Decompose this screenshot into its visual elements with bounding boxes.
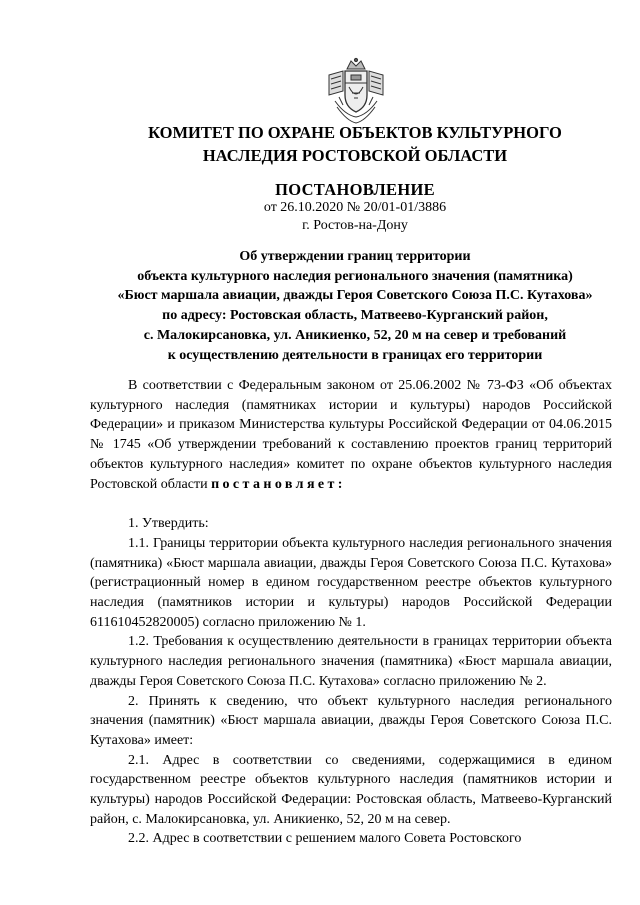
paragraph-1-2: 1.2. Требования к осуществлению деятельности в границах территории объекта культурного наследия регионального значения (памятника) «Бюст маршала авиации, дважды Героя Советского Союза П.С. Кутахова» согласно приложению № 2. xyxy=(90,634,612,689)
paragraph-1-1: 1.1. Границы территории объекта культурного наследия регионального значения (памятника) «Бюст маршала авиации, дважды Героя Советского Союза П.С. Кутахова» (регистрационный номер в едином государственном реестре объектов культурного наследия (памятников истории и культуры) народов Российской Федерации 611610452820005) согласно приложению № 1. xyxy=(90,535,612,630)
committee-name-line-1: КОМИТЕТ ПО ОХРАНЕ ОБЪЕКТОВ КУЛЬТУРНОГО xyxy=(148,123,562,142)
paragraph-1: 1. Утвердить: xyxy=(128,516,209,532)
paragraph-2-2: 2.2. Адрес в соответствии с решением малого Совета Ростовского xyxy=(128,831,522,847)
subject-line-4: по адресу: Ростовская область, Матвеево-Курганский район, xyxy=(162,308,548,324)
committee-name-line-2: НАСЛЕДИЯ РОСТОВСКОЙ ОБЛАСТИ xyxy=(202,146,508,165)
decree-word: постановляет: xyxy=(211,476,346,492)
document-type-title: ПОСТАНОВЛЕНИЕ xyxy=(275,180,435,199)
subject-line-3: «Бюст маршала авиации, дважды Героя Советского Союза П.С. Кутахова» xyxy=(117,288,593,304)
document-meta xyxy=(0,199,640,235)
preamble-paragraph xyxy=(90,376,612,494)
preamble-text: В соответствии с Федеральным законом от 25.06.2002 № 73-ФЗ «Об объектах культурного наследия (памятниках истории и культуры) народов Российской Федерации» и приказом Министерства культуры Российской Федерации от 04.06.2015 № 1745 «Об утверждении требований к составлению проектов границ территорий объектов культурного наследия» комитет по охране объектов культурного наследия Ростовской области xyxy=(90,378,612,492)
paragraph-2: 2. Принять к сведению, что объект культурного наследия регионального значения (памятник) «Бюст маршала авиации, дважды Героя Советского Союза П.С. Кутахова» имеет: xyxy=(90,693,612,748)
subject-line-5: с. Малокирсановка, ул. Аникиенко, 52, 20 м на север и требований xyxy=(143,327,567,343)
coat-of-arms-icon xyxy=(325,57,387,127)
subject-line-1: Об утверждении границ территории xyxy=(239,249,471,264)
subject-line-2: объекта культурного наследия регионального значения (памятника) xyxy=(137,268,573,284)
subject-line-6: к осуществлению деятельности в границах его территории xyxy=(167,347,543,363)
date-number: от 26.10.2020 № 20/01-01/3886 xyxy=(263,200,447,215)
city: г. Ростов-на-Дону xyxy=(302,218,408,233)
committee-name xyxy=(0,121,640,167)
document-subject xyxy=(80,247,630,365)
document-body xyxy=(90,376,612,849)
paragraph-2-1: 2.1. Адрес в соответствии со сведениями, содержащимися в едином государственном реестре объектов культурного наследия (памятников истории и культуры) народов Российской Федерации: Ростовская область, Матвеево-Курганский район, с. Малокирсановка, ул. Аникиенко, 52, 20 м на север. xyxy=(90,752,612,827)
